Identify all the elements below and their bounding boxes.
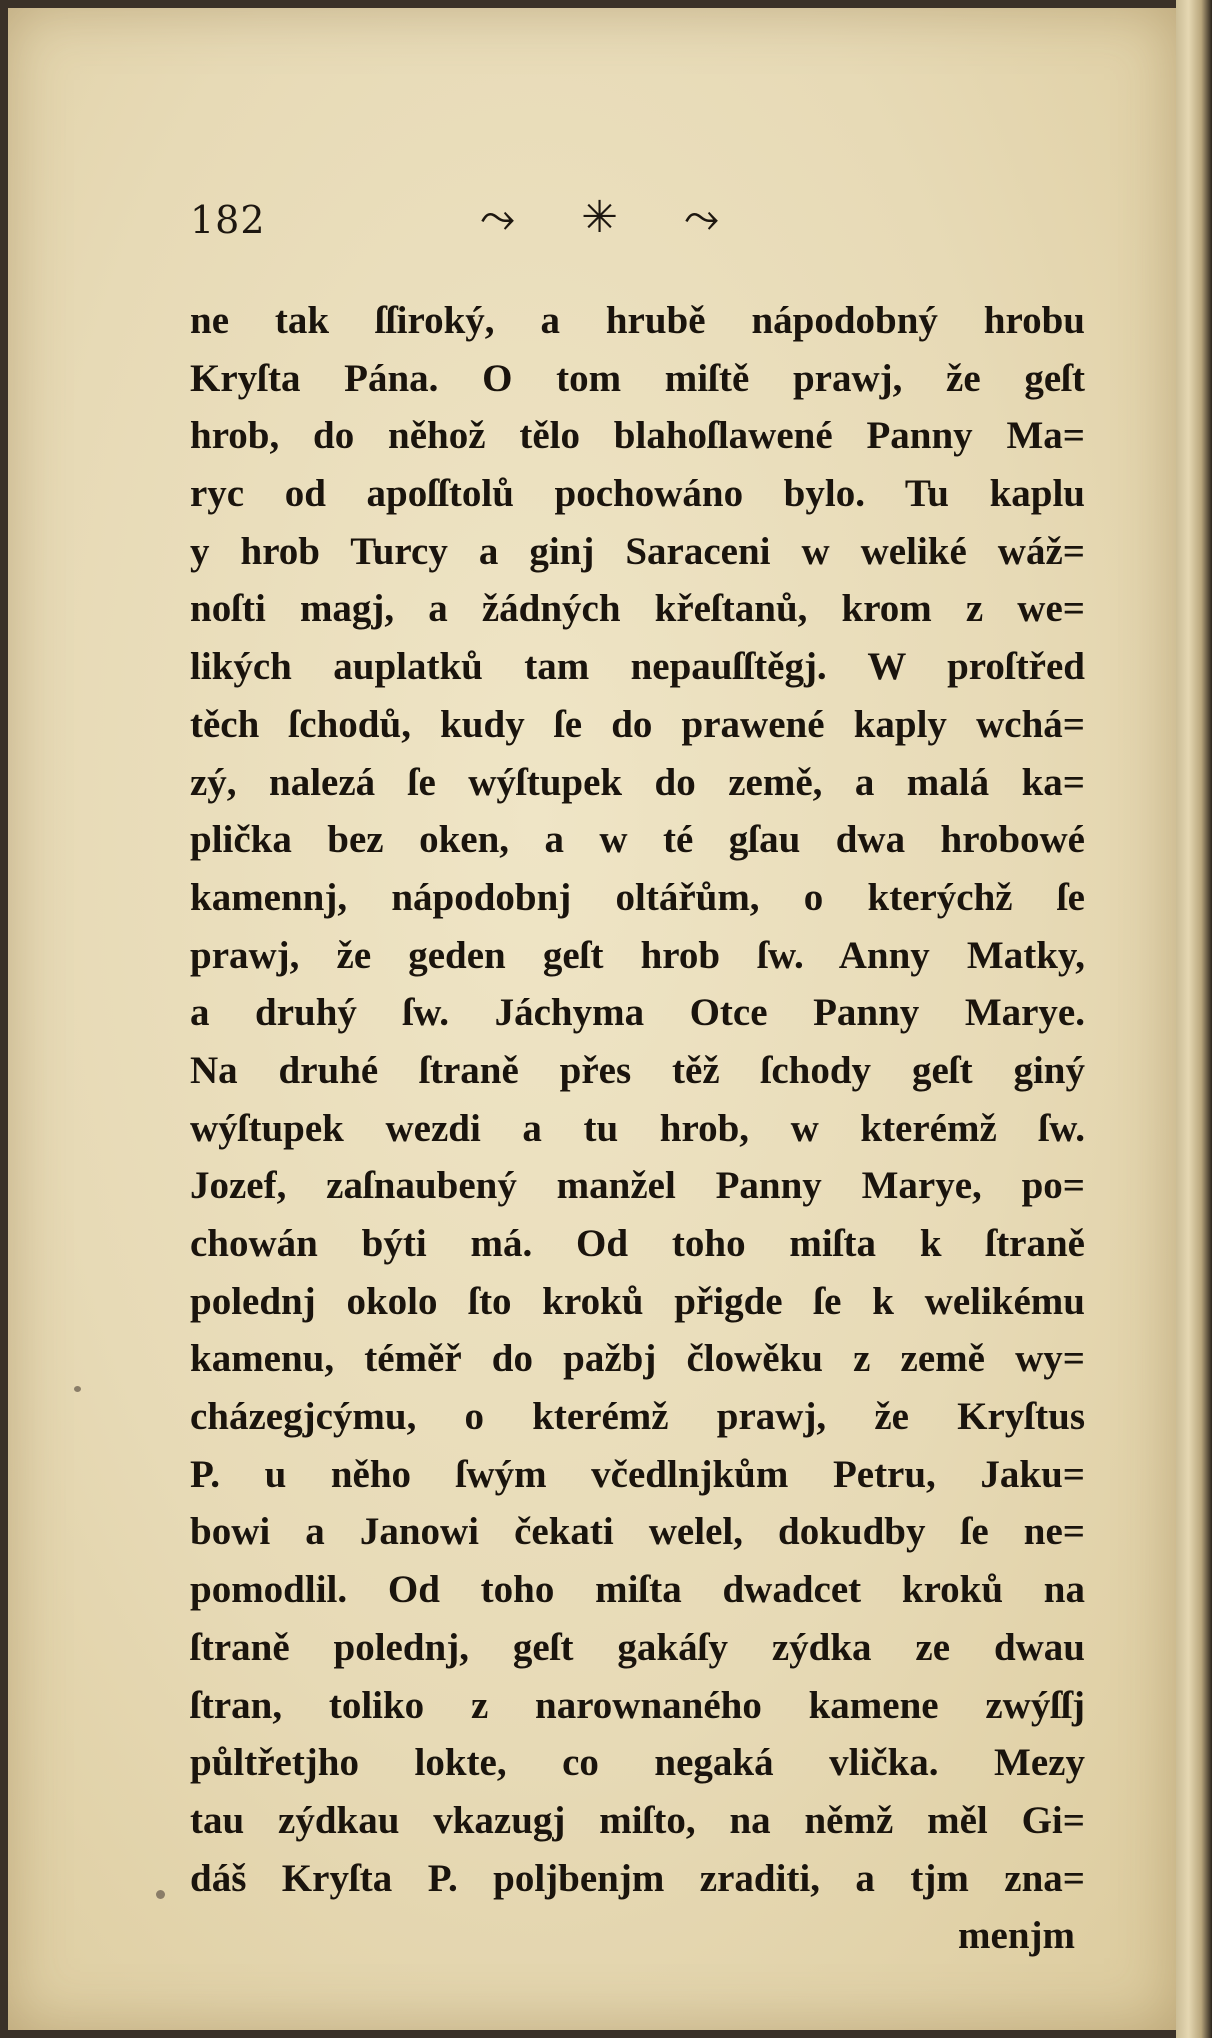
header-ornament-icon: ⤳ ✳ ⤳ bbox=[480, 192, 746, 243]
text-line: polednj okolo ſto kroků přigde ſe k welikému bbox=[190, 1279, 1085, 1323]
text-line: ſtraně polednj, geſt gakáſy zýdka ze dwau bbox=[190, 1625, 1085, 1669]
text-line: bowi a Janowi čekati welel, dokudby ſe ne= bbox=[190, 1510, 1085, 1554]
text-line: cházegjcýmu, o kterémž prawj, že Kryſtus bbox=[190, 1395, 1085, 1439]
page-number: 182 bbox=[190, 198, 266, 242]
text-line: hrob, do něhož tělo blahoſlawené Panny Ma= bbox=[190, 414, 1085, 458]
text-line: zý, nalezá ſe wýſtupek do země, a malá ka= bbox=[190, 760, 1085, 804]
page-gutter bbox=[1176, 0, 1212, 2038]
text-line: těch ſchodů, kudy ſe do prawené kaply wchá= bbox=[190, 702, 1085, 746]
text-line: Jozef, zaſnaubený manžel Panny Marye, po= bbox=[190, 1164, 1085, 1208]
text-line: Na druhé ſtraně přes těž ſchody geſt giný bbox=[190, 1048, 1085, 1092]
text-line: tau zýdkau vkazugj miſto, na němž měl Gi= bbox=[190, 1798, 1085, 1842]
page-header bbox=[190, 192, 990, 258]
text-line: wýſtupek wezdi a tu hrob, w kterémž ſw. bbox=[190, 1106, 1085, 1150]
text-line: kamennj, nápodobnj oltářům, o kterýchž ſe bbox=[190, 875, 1085, 919]
text-line: prawj, že geden geſt hrob ſw. Anny Matky, bbox=[190, 933, 1085, 977]
text-line: y hrob Turcy a ginj Saraceni w weliké wáž= bbox=[190, 529, 1085, 573]
body-text bbox=[190, 292, 1085, 1965]
text-line: Kryſta Pána. O tom miſtě prawj, že geſt bbox=[190, 356, 1085, 400]
text-line: ne tak ſſiroký, a hrubě nápodobný hrobu bbox=[190, 299, 1085, 342]
text-line: ryc od apoſſtolů pochowáno bylo. Tu kaplu bbox=[190, 472, 1085, 516]
text-line: kamenu, téměř do pažbj člowěku z země wy= bbox=[190, 1337, 1085, 1381]
text-line: noſti magj, a žádných křeſtanů, krom z we= bbox=[190, 587, 1085, 631]
paper-speck bbox=[74, 1386, 81, 1392]
text-line: P. u něho ſwým včedlnjkům Petru, Jaku= bbox=[190, 1452, 1085, 1496]
text-line: plička bez oken, a w té gſau dwa hrobowé bbox=[190, 818, 1085, 862]
text-line: likých auplatků tam nepauſſtěgj. W proſtřed bbox=[190, 645, 1085, 689]
text-line: ſtran, toliko z narownaného kamene zwýſſj bbox=[190, 1683, 1085, 1727]
text-line: pomodlil. Od toho miſta dwadcet kroků na bbox=[190, 1568, 1085, 1612]
text-line: dáš Kryſta P. poljbenjm zraditi, a tjm zna= bbox=[190, 1856, 1085, 1900]
catchword: menjm bbox=[958, 1914, 1075, 1958]
paper-speck bbox=[156, 1890, 165, 1899]
text-line: a druhý ſw. Jáchyma Otce Panny Marye. bbox=[190, 991, 1085, 1035]
text-line: chowán býti má. Od toho miſta k ſtraně bbox=[190, 1222, 1085, 1265]
text-line: půltřetjho lokte, co negaká vlička. Mezy bbox=[190, 1741, 1085, 1785]
